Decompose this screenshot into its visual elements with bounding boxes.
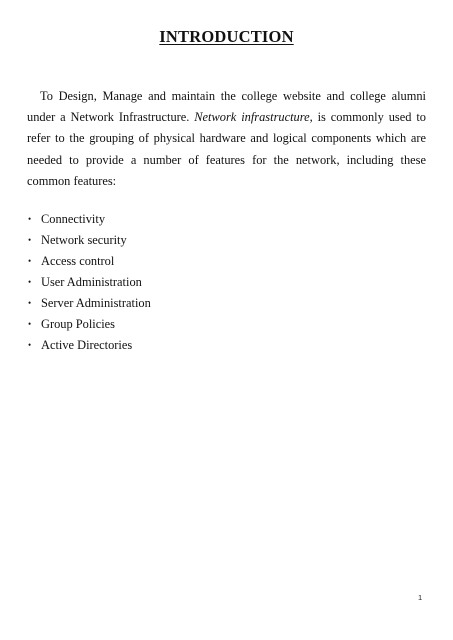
list-item: [27, 314, 151, 335]
list-item-label: Access control: [41, 254, 115, 268]
bullet-icon: •: [28, 256, 32, 266]
bullet-icon: •: [28, 235, 32, 245]
page-number: 1: [418, 593, 423, 602]
list-item-label: Active Directories: [41, 338, 133, 352]
list-item-label: Connectivity: [41, 212, 106, 226]
list-item: [27, 251, 151, 272]
list-item: [27, 293, 151, 314]
intro-text-part2: is commonly used to refer to the grouping of physical hardware and logical components which are needed to provide a number of features for the network, including these common features:: [27, 110, 426, 188]
list-item: [27, 335, 151, 356]
bullet-icon: •: [28, 277, 32, 287]
page-title: INTRODUCTION: [159, 27, 294, 46]
list-item: [27, 272, 151, 293]
list-item: [27, 209, 151, 230]
list-item-label: Server Administration: [41, 296, 151, 310]
list-item-label: Group Policies: [41, 317, 115, 331]
list-item-label: Network security: [41, 233, 127, 247]
bullet-icon: •: [28, 340, 32, 350]
list-item-label: User Administration: [41, 275, 142, 289]
bullet-icon: •: [28, 298, 32, 308]
intro-paragraph: [27, 86, 426, 192]
intro-text-part1: To Design, Manage and maintain the college website and college alumni under a Network Infrastructure.: [27, 89, 426, 125]
bullet-icon: •: [28, 214, 32, 224]
bullet-icon: •: [28, 319, 32, 329]
features-list: [27, 209, 151, 356]
intro-text-italic: Network infrastructure,: [194, 110, 313, 125]
list-item: [27, 230, 151, 251]
